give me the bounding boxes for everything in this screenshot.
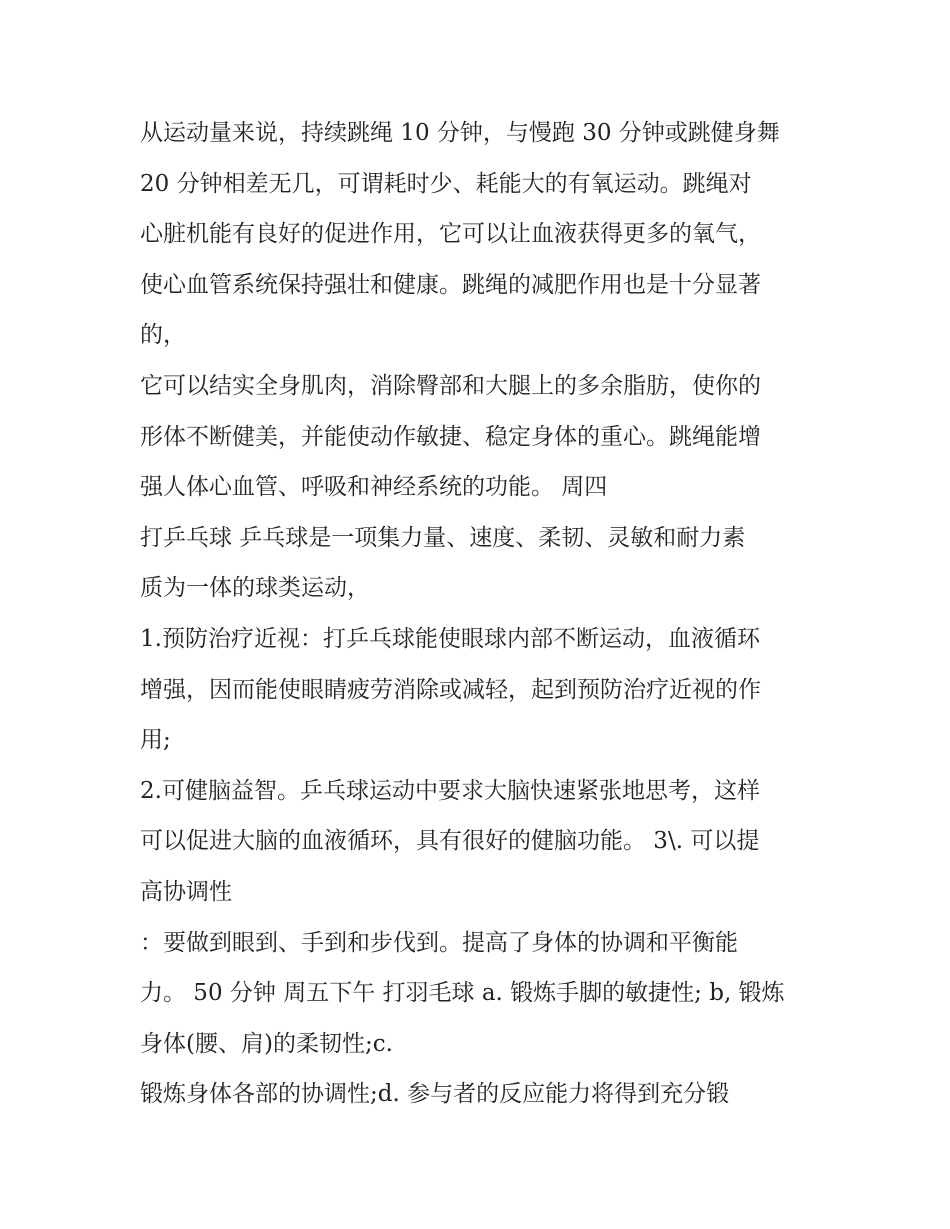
text-line: 质为一体的球类运动， <box>140 575 370 602</box>
text-line: 高协调性 <box>140 878 232 905</box>
text-line: 1.预防治疗近视：打乒乓球能使眼球内部不断运动，血液循环 <box>140 625 760 652</box>
text-line: 打乒乓球 乒乓球是一项集力量、速度、柔韧、灵敏和耐力素 <box>140 524 746 551</box>
text-line: 20 分钟相差无几，可谓耗时少、耗能大的有氧运动。跳绳对 <box>140 170 752 197</box>
text-line: 可以促进大脑的血液循环，具有很好的健脑功能。 3\. 可以提 <box>140 828 760 855</box>
text-line: 它可以结实全身肌肉，消除臀部和大腿上的多余脂肪，使你的 <box>140 372 761 399</box>
text-line: 形体不断健美，并能使动作敏捷、稳定身体的重心。跳绳能增 <box>140 423 761 450</box>
text-line: ：要做到眼到、手到和步伐到。提高了身体的协调和平衡能 <box>140 929 738 956</box>
text-line: 2.可健脑益智。乒乓球运动中要求大脑快速紧张地思考，这样 <box>140 777 760 804</box>
text-line: 力。 50 分钟 周五下午 打羽毛球 a. 锻炼手脚的敏捷性; b, 锻炼 <box>140 980 785 1007</box>
text-line: 身体(腰、肩)的柔韧性;c. <box>140 1030 393 1057</box>
text-line: 锻炼身体各部的协调性;d. 参与者的反应能力将得到充分锻 <box>140 1081 730 1108</box>
text-line: 使心血管系统保持强壮和健康。跳绳的减肥作用也是十分显著 <box>140 271 761 298</box>
text-line: 增强，因而能使眼睛疲劳消除或减轻，起到预防治疗近视的作 <box>140 676 761 703</box>
text-line: 的， <box>140 322 186 349</box>
text-line: 心脏机能有良好的促进作用，它可以让血液获得更多的氧气， <box>140 221 761 248</box>
text-line: 从运动量来说，持续跳绳 10 分钟，与慢跑 30 分钟或跳健身舞 <box>140 120 780 146</box>
body-text <box>140 108 820 1120</box>
text-line: 强人体心血管、呼吸和神经系统的功能。 周四 <box>140 474 608 501</box>
text-line: 用; <box>140 727 171 754</box>
